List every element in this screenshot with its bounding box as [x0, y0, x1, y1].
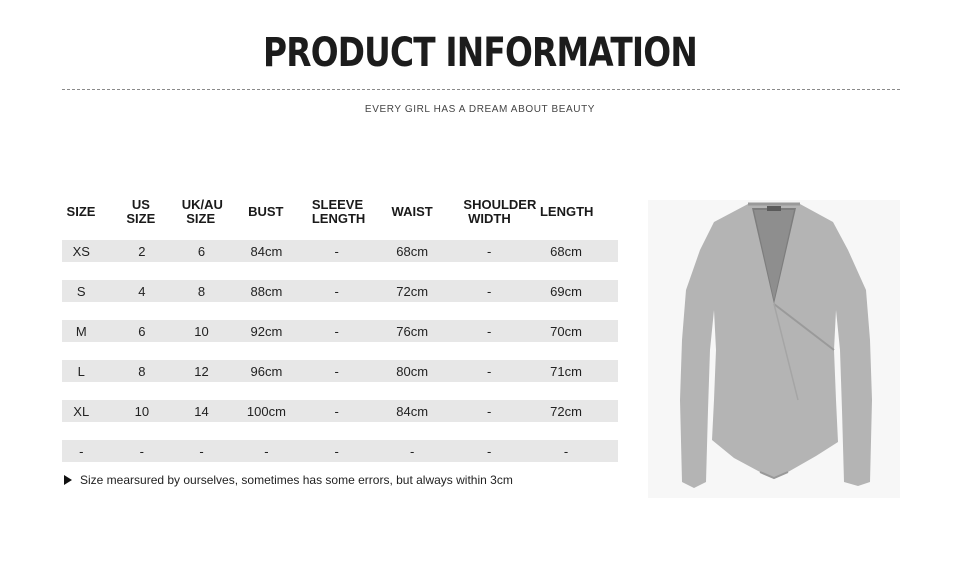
header-uk-au-size: UK/AU SIZE	[181, 197, 223, 226]
table-cell: -	[409, 443, 415, 459]
measurement-note	[64, 473, 513, 487]
table-cell: 84cm	[396, 403, 429, 419]
table-cell: 69cm	[550, 283, 582, 299]
table-row	[62, 320, 618, 342]
header-sleeve-length: SLEEVE LENGTH	[311, 197, 366, 226]
table-cell: 10	[194, 323, 209, 339]
table-cell: -	[264, 443, 269, 459]
table-cell: -	[563, 443, 569, 459]
table-cell: XS	[72, 243, 90, 259]
table-cell: 10	[134, 403, 150, 419]
table-cell: 6	[197, 243, 206, 259]
table-cell: -	[334, 363, 339, 379]
table-cell: XL	[73, 403, 90, 419]
table-cell: 80cm	[396, 363, 429, 379]
note-text: Size mearsured by ourselves, sometimes has some errors, but always within 3cm	[80, 473, 513, 487]
table-cell: M	[75, 323, 87, 339]
table-cell: 92cm	[250, 323, 283, 339]
table-cell: 84cm	[250, 243, 283, 259]
header-us-size: US SIZE	[126, 197, 156, 226]
table-cell: -	[486, 443, 492, 459]
table-cell: L	[77, 363, 85, 379]
table-cell: -	[334, 403, 339, 419]
table-cell: 6	[138, 323, 146, 339]
header-size: SIZE	[66, 204, 96, 219]
size-chart-table	[62, 193, 618, 459]
table-cell: 76cm	[396, 323, 429, 339]
table-cell: -	[334, 323, 339, 339]
tagline: EVERY GIRL HAS A DREAM ABOUT BEAUTY	[364, 104, 596, 115]
table-cell: 8	[197, 283, 206, 299]
triangle-bullet-icon	[64, 475, 72, 485]
table-cell: 8	[138, 363, 146, 379]
table-header-row	[62, 193, 618, 231]
table-cell: 68cm	[550, 243, 582, 259]
table-cell: -	[334, 283, 339, 299]
table-row	[62, 400, 618, 422]
table-cell: 71cm	[550, 363, 582, 379]
table-cell: 14	[194, 403, 209, 419]
table-cell: 70cm	[550, 323, 582, 339]
header-shoulder-width: SHOULDER WIDTH	[463, 197, 537, 226]
table-cell: -	[486, 243, 492, 259]
table-row	[62, 240, 618, 262]
table-cell: 68cm	[396, 243, 429, 259]
table-cell: -	[486, 403, 492, 419]
page-title: PRODUCT INFORMATION	[263, 30, 697, 76]
table-row	[62, 360, 618, 382]
table-cell: -	[486, 363, 492, 379]
header-length: LENGTH	[539, 204, 594, 219]
table-cell: -	[334, 243, 339, 259]
table-cell: 72cm	[550, 403, 582, 419]
table-cell: 88cm	[250, 283, 283, 299]
table-cell: -	[79, 443, 84, 459]
table-cell: -	[199, 443, 204, 459]
table-row	[62, 440, 618, 462]
table-cell: -	[486, 283, 492, 299]
table-cell: 2	[138, 243, 146, 259]
table-cell: 4	[138, 283, 146, 299]
header-bust: BUST	[248, 204, 284, 219]
table-cell: 96cm	[250, 363, 283, 379]
dashed-divider	[62, 89, 900, 90]
table-row	[62, 280, 618, 302]
table-cell: 12	[194, 363, 209, 379]
table-cell: S	[76, 283, 86, 299]
product-photo	[648, 200, 900, 498]
table-cell: -	[139, 443, 145, 459]
bodysuit-image	[648, 200, 900, 498]
table-cell: 100cm	[246, 403, 286, 419]
table-cell: -	[486, 323, 492, 339]
table-cell: -	[334, 443, 339, 459]
header-waist: WAIST	[391, 204, 433, 219]
table-cell: 72cm	[396, 283, 429, 299]
